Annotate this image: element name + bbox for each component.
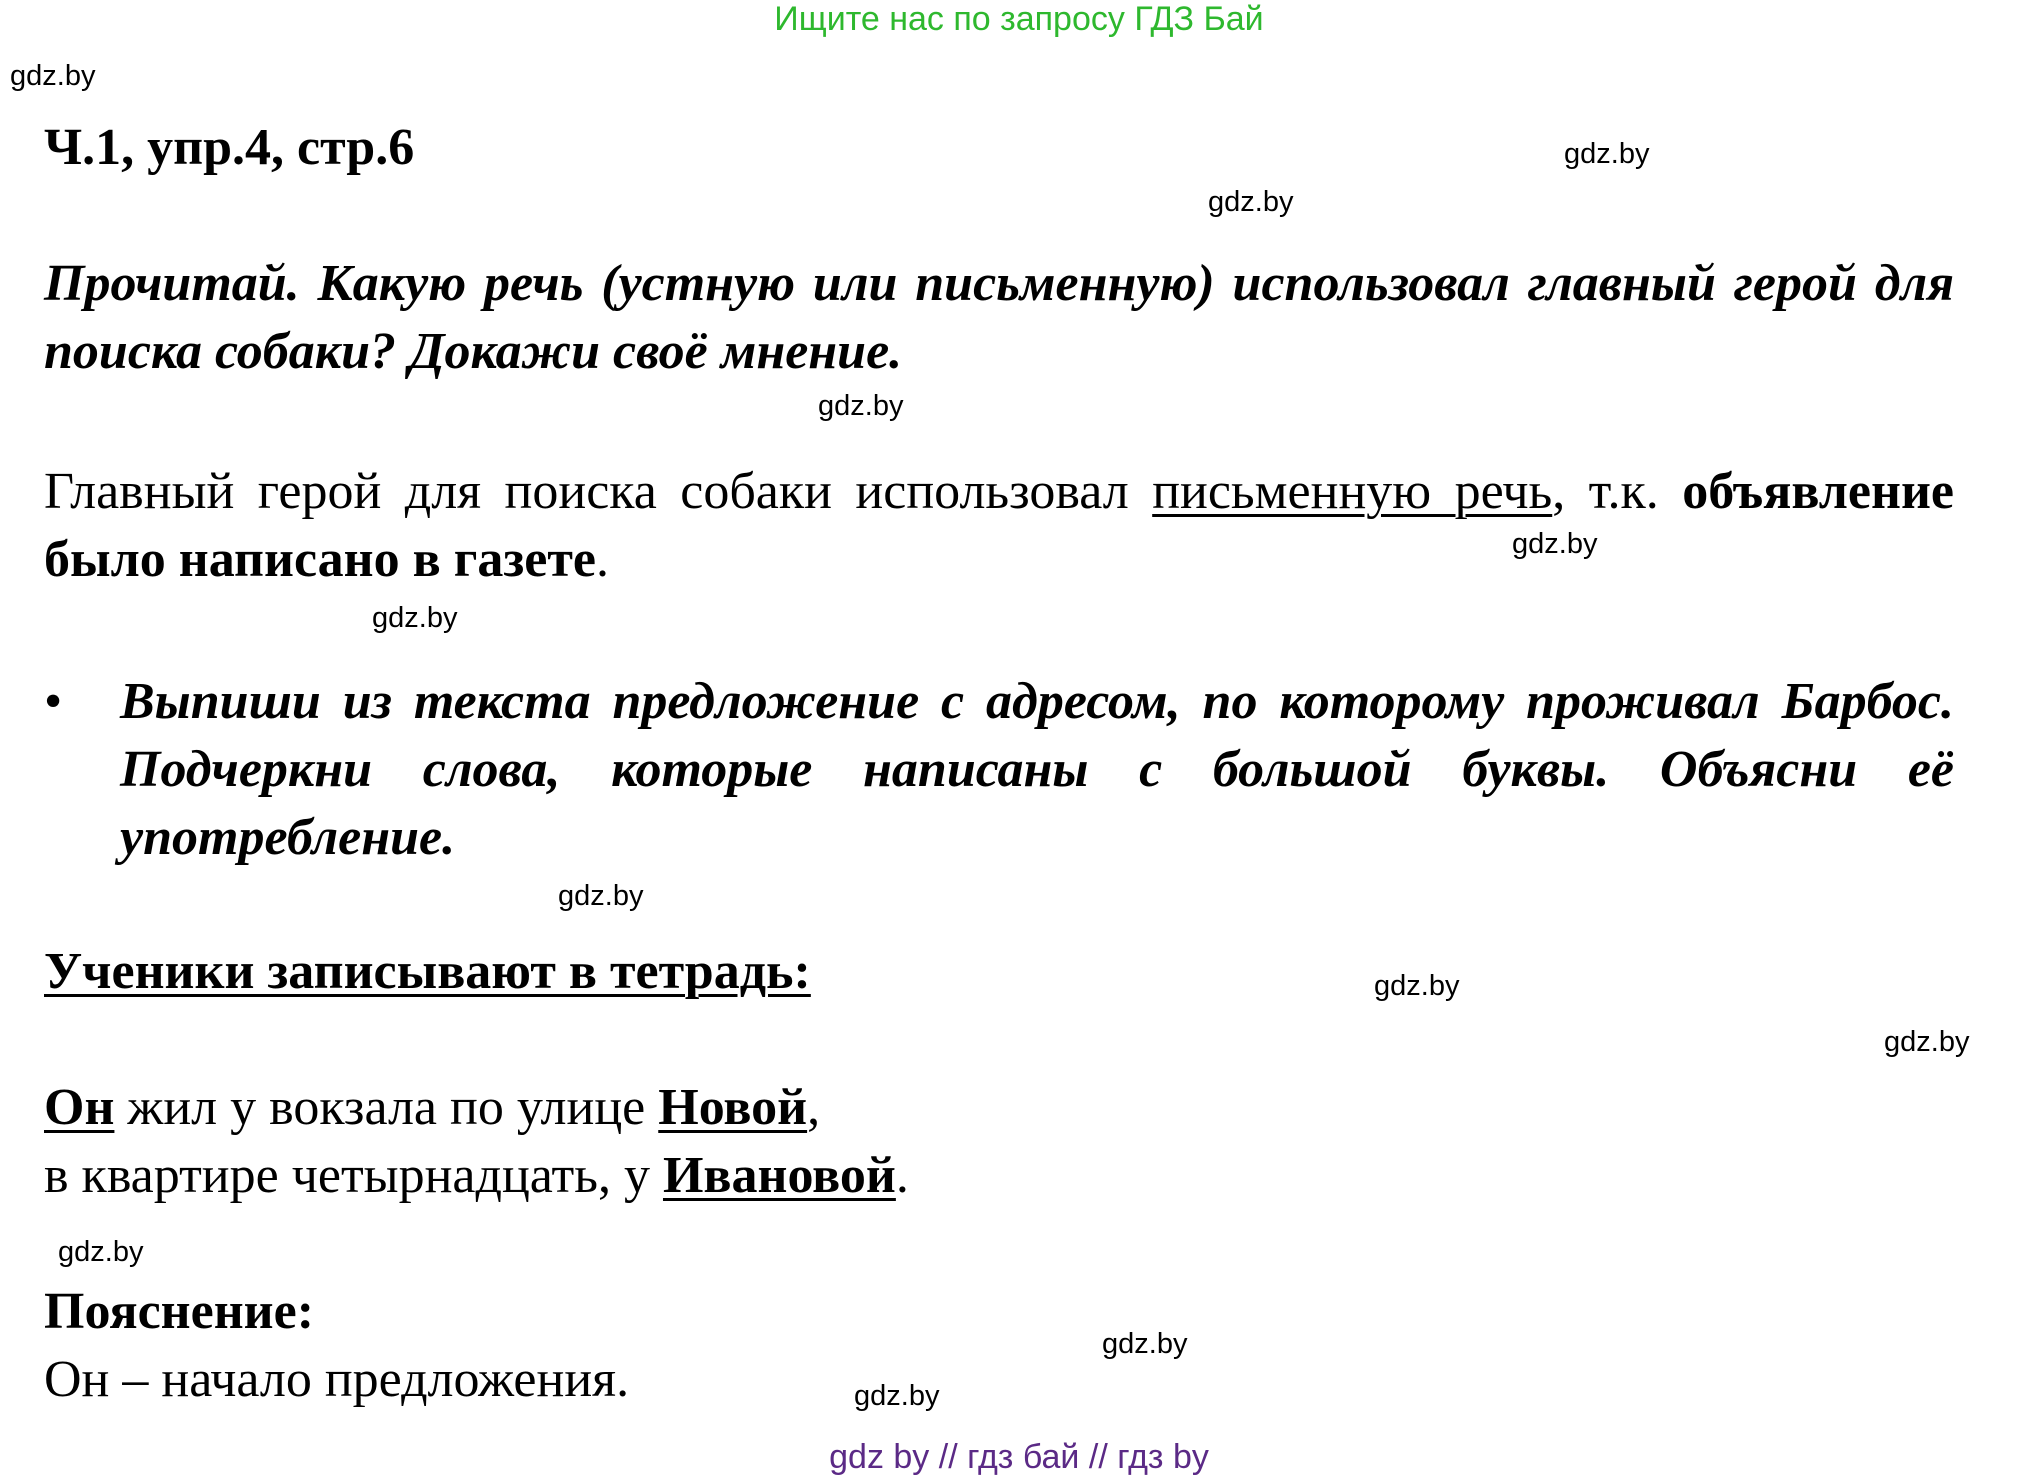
watermark: gdz.by [558, 880, 644, 912]
notebook-line-2-end: . [895, 1147, 909, 1204]
top-banner: Ищите нас по запросу ГДЗ Бай [774, 0, 1264, 38]
watermark: gdz.by [1564, 138, 1650, 170]
notebook-line-2 [44, 1142, 909, 1210]
watermark: gdz.by [1102, 1328, 1188, 1360]
watermark: gdz.by [1374, 970, 1460, 1002]
watermark: gdz.by [854, 1380, 940, 1412]
underlined-word: Новой [658, 1079, 808, 1136]
watermark: gdz.by [1512, 528, 1598, 560]
answer-1-bold: объявление было написано в газете [44, 463, 1955, 588]
underlined-word: Он [44, 1079, 115, 1136]
notebook-heading: Ученики записывают в тетрадь: [44, 943, 811, 1000]
footer-links: gdz by // гдз бай // гдз by [829, 1438, 1209, 1476]
watermark: gdz.by [58, 1236, 144, 1268]
watermark: gdz.by [1208, 186, 1294, 218]
notebook-line-1 [44, 1074, 820, 1142]
watermark: gdz.by [1884, 1026, 1970, 1058]
task-1-instruction: Прочитай. Какую речь (устную или письменную) использовал главный герой для поиска собаки? Докажи своё мнение. [44, 255, 1954, 380]
answer-1-underlined: письменную речь [1152, 463, 1553, 520]
watermark: gdz.by [10, 60, 96, 92]
notebook-line-1-end: , [807, 1079, 821, 1136]
task-2-instruction: Выпиши из текста предложение с адресом, по которому проживал Барбос. Подчеркни слова, которые написаны с большой буквы. Объясни её употребление. [120, 673, 1954, 866]
answer-1 [44, 458, 1954, 594]
explanation-text: Он – начало предложения. [44, 1351, 630, 1408]
watermark: gdz.by [372, 602, 458, 634]
answer-1-end: . [595, 531, 609, 588]
answer-1-part1: Главный герой для поиска собаки использовал [44, 463, 1153, 520]
notebook-line-2-start: в квартире четырнадцать, у [44, 1147, 663, 1204]
bullet-icon: • [44, 673, 63, 730]
watermark: gdz.by [818, 390, 904, 422]
notebook-line-1-mid: жил у вокзала по улице [114, 1079, 659, 1136]
page-title: Ч.1, упр.4, стр.6 [44, 119, 415, 176]
explanation-heading: Пояснение: [44, 1283, 315, 1340]
answer-1-part2: , т.к. [1552, 463, 1683, 520]
underlined-word: Ивановой [662, 1147, 896, 1204]
